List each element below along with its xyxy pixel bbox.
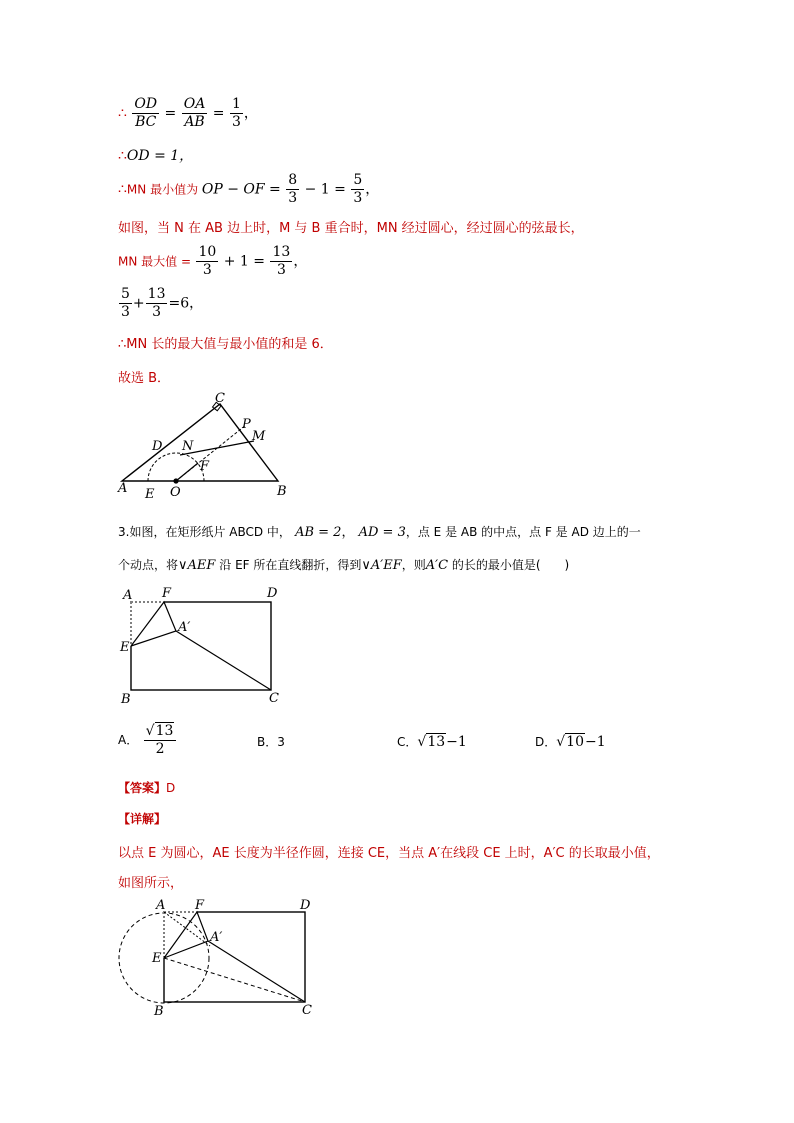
svg-text:E: E: [152, 951, 162, 966]
svg-text:B: B: [154, 1004, 164, 1019]
solution-line-ratio: ∴ $\frac{OD}{BC}$ = $\frac{OA}{AB}$ = $\frac{1}{3}$ ，: [118, 96, 258, 130]
svg-text:E: E: [120, 640, 130, 655]
label-d: D: [152, 439, 163, 454]
question-line-2: 个动点，将∨AEF 沿 EF 所在直线翻折，得到∨A′EF，则A′C 的长的最小值是( ): [118, 558, 570, 573]
label-a: A: [118, 481, 128, 496]
label-c: C: [215, 392, 225, 406]
solution-line-choice: 故选 B．: [118, 371, 171, 386]
svg-text:A: A: [156, 898, 166, 913]
option-a: A． $\frac{√13}{2}$: [118, 722, 177, 758]
svg-text:D: D: [267, 586, 278, 601]
label-o: O: [170, 485, 181, 500]
svg-text:A′: A′: [210, 930, 223, 945]
solution-line-explain: 如图，当 N 在 AB 边上时，M 与 B 重合时，MN 经过圆心，经过圆心的弦最长，: [118, 221, 584, 236]
svg-text:B: B: [121, 692, 131, 706]
solution-line-od: ∴OD = 1，: [118, 148, 194, 164]
label-e: E: [145, 487, 155, 502]
svg-text:F: F: [162, 586, 172, 601]
label-b: B: [277, 484, 287, 499]
figure-triangle-circle: [112, 392, 302, 504]
svg-text:C: C: [269, 691, 279, 706]
detail-label: 【详解】: [118, 812, 167, 826]
fraction-od-bc: $\frac{OD}{BC}$: [134, 96, 158, 130]
option-d: D．√10−1: [535, 734, 606, 750]
figure-rectangle-fold: [112, 584, 292, 706]
option-c: C．√13−1: [397, 734, 467, 750]
label-f: F: [200, 459, 210, 474]
svg-text:A′: A′: [178, 620, 191, 635]
option-b: B．3: [257, 735, 285, 749]
figure-rectangle-circle: [112, 896, 322, 1022]
fraction-oa-ab: $\frac{OA}{AB}$: [183, 96, 206, 130]
label-n: N: [182, 439, 194, 454]
solution-line-min: ∴MN 最小值为 OP − OF = $\frac{8}{3}$ − 1 = $\frac{5}{3}$ ，: [118, 172, 380, 206]
label-p: P: [242, 417, 251, 432]
svg-text:F: F: [195, 898, 205, 913]
answer-line: 【答案】D: [118, 781, 176, 795]
fraction-one-third: $\frac{1}{3}$: [231, 96, 241, 130]
question-line-1: 3.如图，在矩形纸片 ABCD 中， AB = 2， AD = 3，点 E 是 AB 的中点，点 F 是 AD 边上的一: [118, 525, 641, 540]
detail-line-1: 以点 E 为圆心，AE 长度为半径作圆，连接 CE，当点 A′在线段 CE 上时，A′C 的长取最小值，: [118, 846, 660, 861]
solution-line-sum: $\frac{5}{3}$ + $\frac{13}{3}$ =6，: [121, 286, 204, 320]
solution-line-max: MN 最大值 = $\frac{10}{3}$ + 1 = $\frac{13}{3}$ ，: [118, 244, 308, 278]
solution-line-conclusion: ∴MN 长的最大值与最小值的和是 6．: [118, 337, 333, 352]
svg-text:A: A: [123, 588, 133, 603]
svg-text:C: C: [302, 1003, 312, 1018]
label-m: M: [252, 429, 266, 444]
detail-line-2: 如图所示，: [118, 876, 184, 891]
svg-text:D: D: [300, 898, 311, 913]
